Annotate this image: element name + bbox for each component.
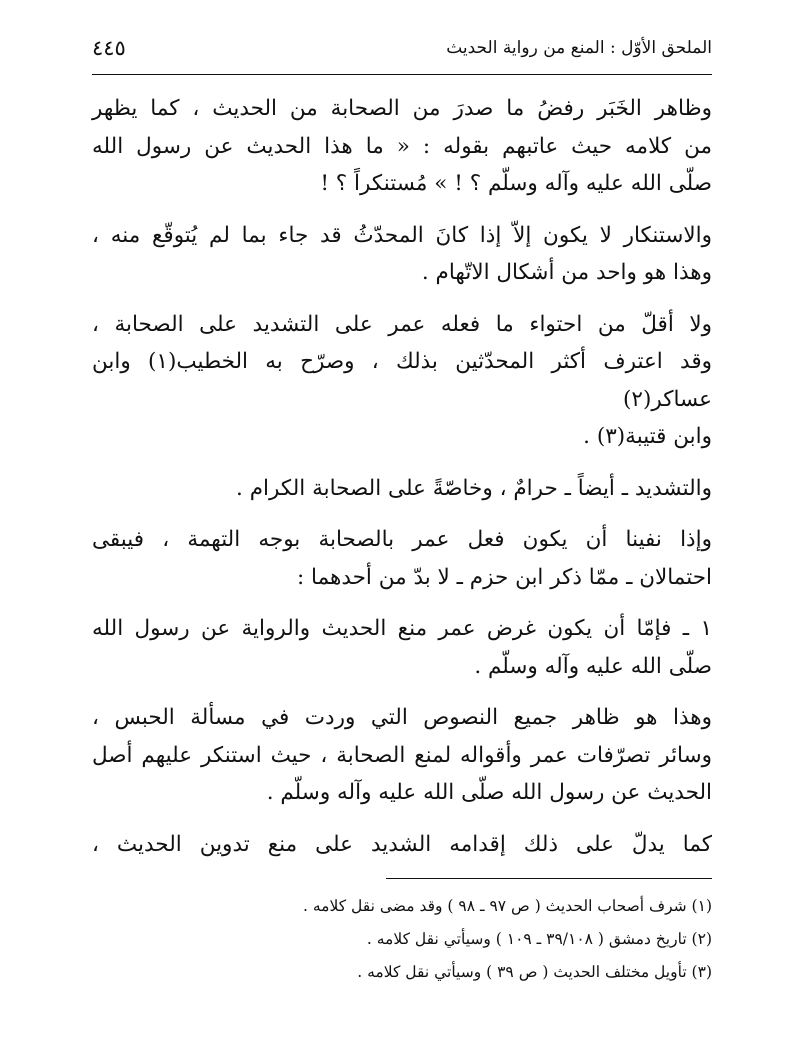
text-line: ١ ـ فإمّا أن يكون غرض عمر منع الحديث والرواية عن رسول الله (92, 616, 712, 641)
footnote-3: (٣) تأويل مختلف الحديث ( ص ٣٩ ) وسيأتي نقل كلامه . (357, 963, 712, 981)
paragraph (92, 699, 712, 812)
footnote-1: (١) شرف أصحاب الحديث ( ص ٩٧ ـ ٩٨ ) وقد مضى نقل كلامه . (303, 897, 712, 915)
paragraph (92, 470, 712, 508)
text-line: والتشديد ـ أيضاً ـ حرامٌ ، وخاصّةً على الصحابة الكرام . (236, 475, 712, 501)
text-line: وهذا هو واحد من أشكال الاتّهام . (421, 260, 712, 285)
text-line: ولا أقلّ من احتواء ما فعله عمر على التشديد على الصحابة ، (92, 311, 712, 337)
text-line: كما يدلّ على ذلك إقدامه الشديد على منع تدوين الحديث ، (92, 831, 712, 857)
text-line: وسائر تصرّفات عمر وأقواله لمنع الصحابة ، حيث استنكر عليهم أصل (92, 742, 712, 768)
text-line: وإذا نفينا أن يكون فعل عمر بالصحابة بوجه التهمة ، فيبقى (92, 527, 712, 552)
text-line: صلّى الله عليه وآله وسلّم . (474, 653, 712, 679)
footnote-2: (٢) تاريخ دمشق ( ٣٩/١٠٨ ـ ١٠٩ ) وسيأتي نقل كلامه . (366, 930, 712, 948)
paragraph (92, 90, 712, 203)
text-line: احتمالان ـ ممّا ذكر ابن حزم ـ لا بدّ من أحدهما : (296, 564, 712, 590)
paragraph (92, 826, 712, 864)
body-text (92, 90, 712, 877)
running-title: الملحق الأوّل : المنع من رواية الحديث (446, 38, 712, 58)
paragraph (92, 521, 712, 596)
text-line: صلّى الله عليه وآله وسلّم ؟ ! » مُستنكراً ؟ ! (320, 171, 712, 196)
page-header (92, 34, 712, 75)
text-line: الحديث عن رسول الله صلّى الله عليه وآله وسلّم . (266, 780, 712, 805)
text-line: وهذا هو ظاهر جميع النصوص التي وردت في مسألة الحبس ، (92, 705, 712, 730)
footnote-separator (386, 878, 712, 879)
paragraph (92, 306, 712, 456)
page-number: ٤٤٥ (92, 36, 126, 60)
text-line: وظاهر الخَبَر رفضُ ما صدرَ من الصحابة من الحديث ، كما يظهر (92, 96, 712, 121)
text-line: وابن قتيبة(٣) . (583, 424, 712, 449)
footnotes (92, 890, 712, 989)
paragraph (92, 217, 712, 292)
text-line: من كلامه حيث عاتبهم بقوله : « ما هذا الحديث عن رسول الله (92, 133, 712, 159)
text-line: وقد اعترف أكثر المحدّثين بذلك ، وصرّح به الخطيب(١) وابن عساكر(٢) (92, 349, 712, 412)
paragraph (92, 610, 712, 685)
text-line: والاستنكار لا يكون إلاّ إذا كانَ المحدّثُ قد جاء بما لم يُتوقّع منه ، (92, 222, 712, 248)
